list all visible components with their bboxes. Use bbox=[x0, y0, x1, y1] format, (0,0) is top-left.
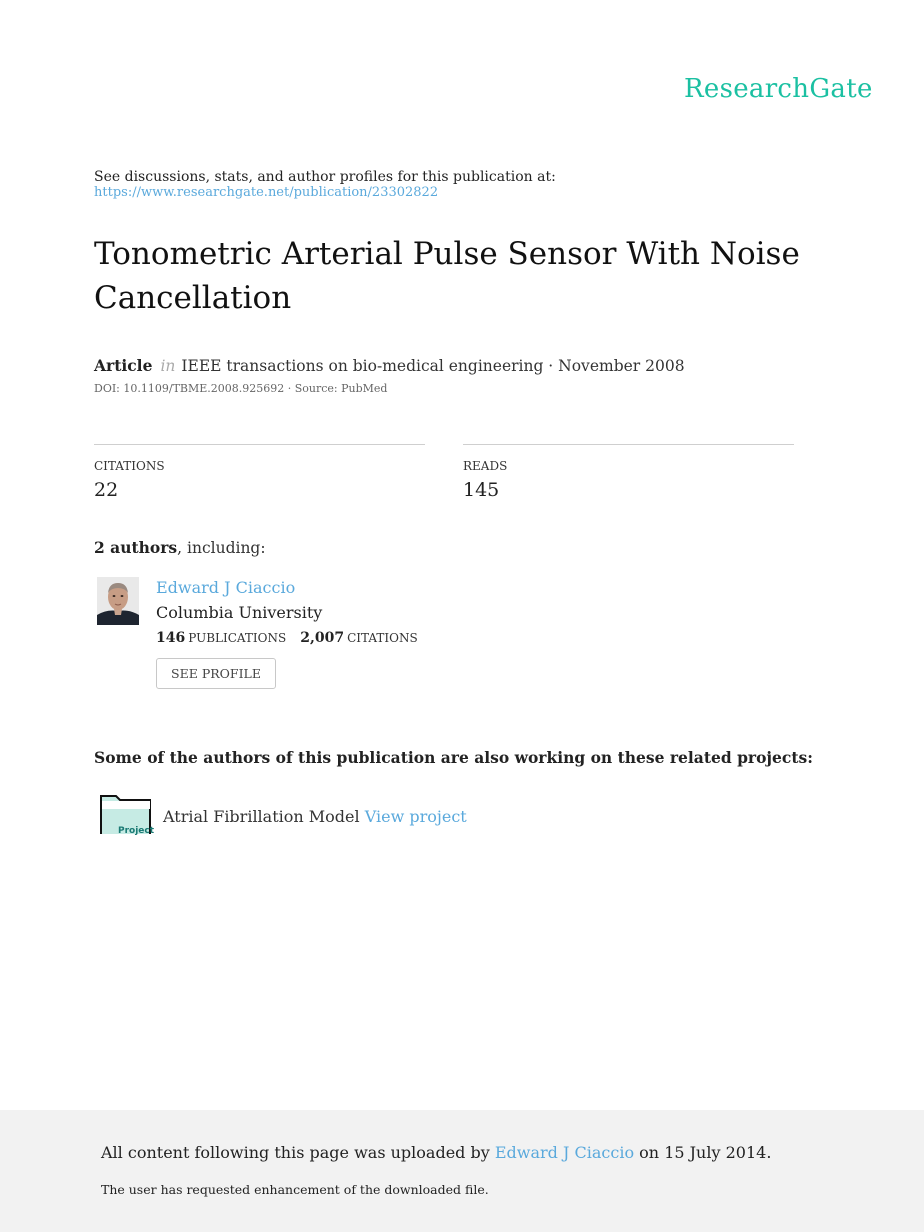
author-stats bbox=[156, 630, 418, 646]
author-publications-label: PUBLICATIONS bbox=[188, 631, 287, 645]
footer bbox=[0, 1110, 924, 1232]
citations-value: 22 bbox=[94, 479, 119, 501]
researchgate-logo[interactable]: ResearchGate bbox=[684, 74, 873, 104]
author-publications-count: 146 bbox=[156, 630, 186, 646]
upload-suffix: on 15 July 2014. bbox=[639, 1143, 772, 1162]
author-affiliation: Columbia University bbox=[156, 603, 323, 622]
reads-label: READS bbox=[463, 459, 508, 473]
publication-title: Tonometric Arterial Pulse Sensor With Noise Cancellation bbox=[94, 236, 800, 316]
uploader-link[interactable]: Edward J Ciaccio bbox=[494, 1143, 635, 1162]
project-folder-icon bbox=[100, 794, 155, 836]
venue-date: IEEE transactions on bio-medical engineering · November 2008 bbox=[181, 357, 685, 375]
upload-prefix: All content following this page was uploaded by bbox=[101, 1143, 490, 1162]
view-project-link[interactable]: View project bbox=[364, 807, 467, 826]
project-name: Atrial Fibrillation Model bbox=[163, 807, 360, 826]
authors-suffix: , including: bbox=[177, 539, 266, 557]
intro-block bbox=[94, 170, 556, 200]
author-citations-label: CITATIONS bbox=[347, 631, 418, 645]
enhancement-note: The user has requested enhancement of the downloaded file. bbox=[101, 1182, 489, 1197]
upload-info bbox=[101, 1143, 771, 1162]
reads-value: 145 bbox=[463, 479, 500, 501]
authors-count: 2 authors bbox=[94, 538, 178, 557]
author-citations-count: 2,007 bbox=[300, 630, 345, 646]
publication-meta bbox=[94, 356, 685, 375]
project-item bbox=[163, 807, 467, 826]
doi-source: DOI: 10.1109/TBME.2008.925692 · Source: PubMed bbox=[94, 382, 388, 395]
citations-stat bbox=[94, 444, 425, 501]
citations-label: CITATIONS bbox=[94, 459, 165, 473]
intro-text: See discussions, stats, and author profiles for this publication at: bbox=[94, 169, 556, 185]
author-name-link[interactable]: Edward J Ciaccio bbox=[156, 578, 296, 597]
author-avatar[interactable] bbox=[97, 577, 139, 625]
avatar-photo bbox=[97, 577, 139, 625]
publication-type: Article bbox=[94, 356, 153, 375]
project-thumbnail[interactable] bbox=[100, 794, 155, 836]
publication-url-link[interactable]: https://www.researchgate.net/publication/23302822 bbox=[94, 185, 439, 200]
reads-stat bbox=[463, 444, 794, 501]
in-word: in bbox=[160, 357, 176, 375]
authors-heading bbox=[94, 538, 266, 557]
see-profile-button[interactable]: SEE PROFILE bbox=[156, 658, 276, 689]
project-thumb-label: Project bbox=[118, 826, 155, 836]
projects-heading: Some of the authors of this publication are also working on these related projects: bbox=[94, 748, 813, 767]
